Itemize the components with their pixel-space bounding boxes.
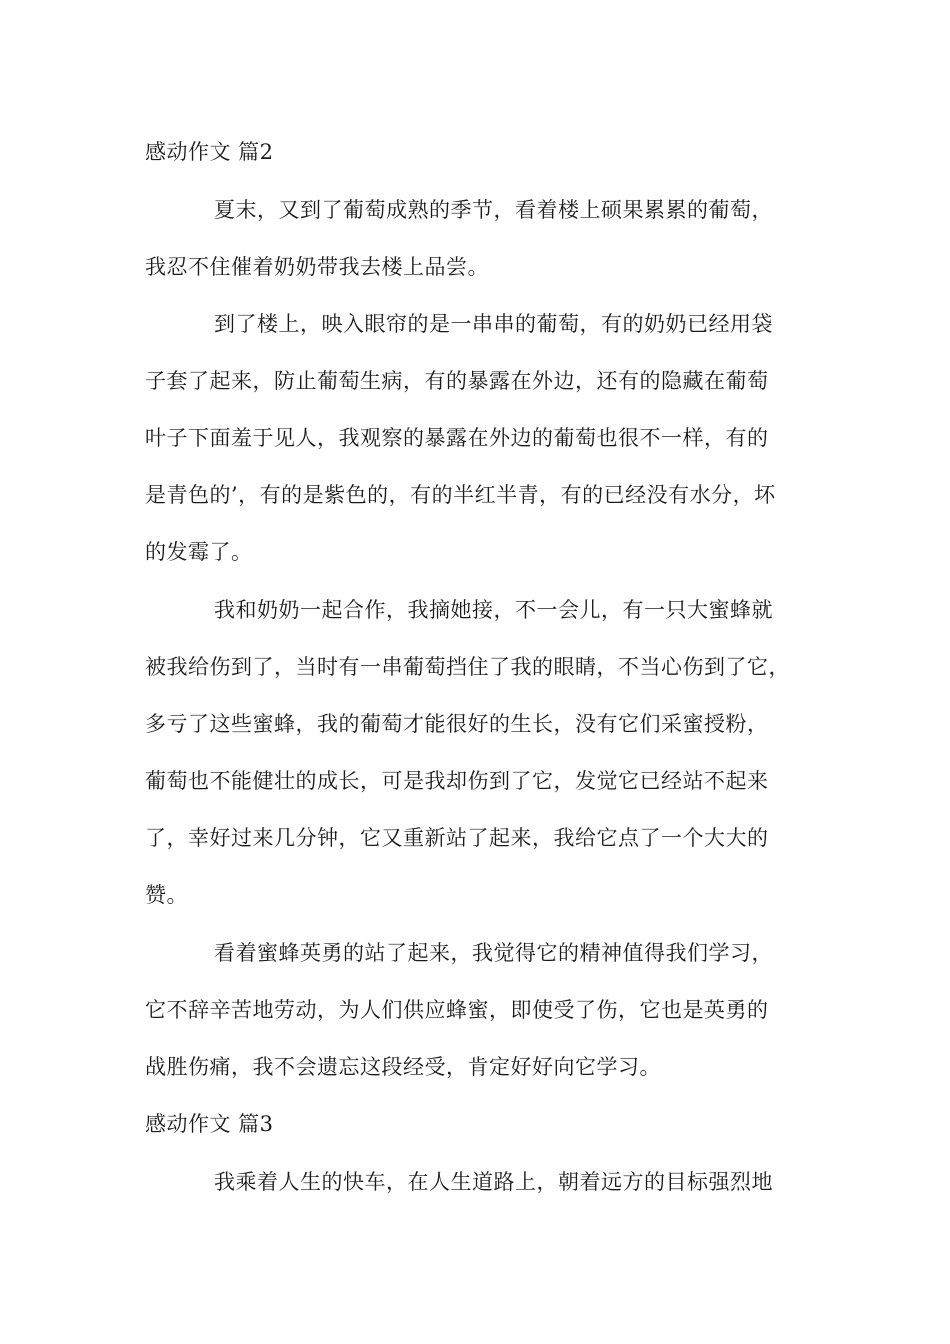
paragraph-line: 我乘着人生的快车，在人生道路上，朝着远方的目标强烈地: [214, 1170, 773, 1194]
paragraph-line: 夏末，又到了葡萄成熟的季节，看着楼上硕果累累的葡萄，: [214, 198, 773, 222]
paragraph-line: 我忍不住催着奶奶带我去楼上品尝。: [145, 255, 489, 279]
paragraph-line: 战胜伤痛，我不会遗忘这段经受，肯定好好向它学习。: [145, 1055, 661, 1079]
paragraph-line: 到了楼上，映入眼帘的是一串串的葡萄，有的奶奶已经用袋: [214, 312, 773, 336]
paragraph-line: 是青色的’，有的是紫色的，有的半红半青，有的已经没有水分，坏: [145, 483, 776, 507]
paragraph-line: 被我给伤到了，当时有一串葡萄挡住了我的眼睛，不当心伤到了它，: [145, 655, 790, 679]
paragraph-line: 它不辞辛苦地劳动，为人们供应蜂蜜，即使受了伤，它也是英勇的: [145, 998, 769, 1022]
paragraph-line: 多亏了这些蜜蜂，我的葡萄才能很好的生长，没有它们采蜜授粉，: [145, 712, 769, 736]
paragraph-line: 了，幸好过来几分钟，它又重新站了起来，我给它点了一个大大的: [145, 826, 769, 850]
section-heading: 感动作文 篇3: [145, 1112, 274, 1136]
paragraph-line: 我和奶奶一起合作，我摘她接，不一会儿，有一只大蜜蜂就: [214, 598, 773, 622]
paragraph-line: 赞。: [145, 883, 188, 907]
paragraph-line: 的发霉了。: [145, 540, 253, 564]
section-heading: 感动作文 篇2: [145, 140, 274, 164]
paragraph-line: 看着蜜蜂英勇的站了起来，我觉得它的精神值得我们学习，: [214, 941, 773, 965]
paragraph-line: 葡萄也不能健壮的成长，可是我却伤到了它，发觉它已经站不起来: [145, 769, 769, 793]
paragraph-line: 子套了起来，防止葡萄生病，有的暴露在外边，还有的隐藏在葡萄: [145, 369, 769, 393]
paragraph-line: 叶子下面羞于见人，我观察的暴露在外边的葡萄也很不一样，有的: [145, 426, 769, 450]
